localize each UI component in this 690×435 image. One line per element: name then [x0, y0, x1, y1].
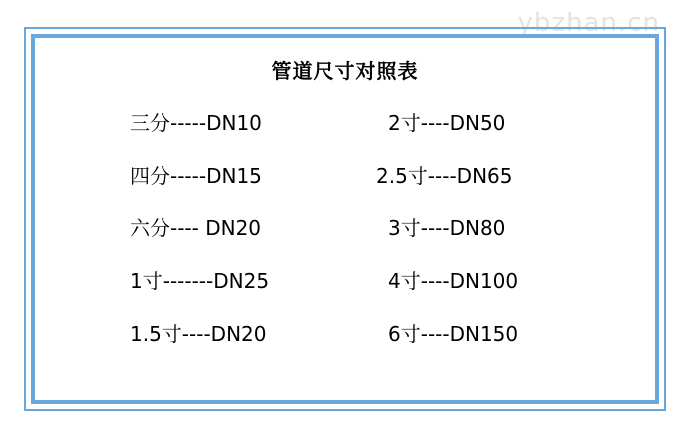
- size-entry-right-1: 2寸----DN50: [388, 111, 506, 135]
- size-entry-right-2: 2.5寸----DN65: [376, 164, 513, 188]
- size-entry-left-2: 四分-----DN15: [130, 164, 262, 188]
- size-entry-right-4: 4寸----DN100: [388, 269, 519, 293]
- table-title: 管道尺寸对照表: [271, 59, 419, 83]
- size-entry-right-3: 3寸----DN80: [388, 216, 506, 240]
- watermark: ybzhan.cn: [517, 8, 660, 38]
- inner-frame: [31, 34, 659, 404]
- size-entry-left-3: 六分---- DN20: [130, 216, 262, 240]
- size-entry-right-5: 6寸----DN150: [388, 322, 519, 346]
- size-entry-left-4: 1寸-------DN25: [130, 269, 270, 293]
- size-entry-left-1: 三分-----DN10: [130, 111, 262, 135]
- size-entry-left-5: 1.5寸----DN20: [130, 322, 267, 346]
